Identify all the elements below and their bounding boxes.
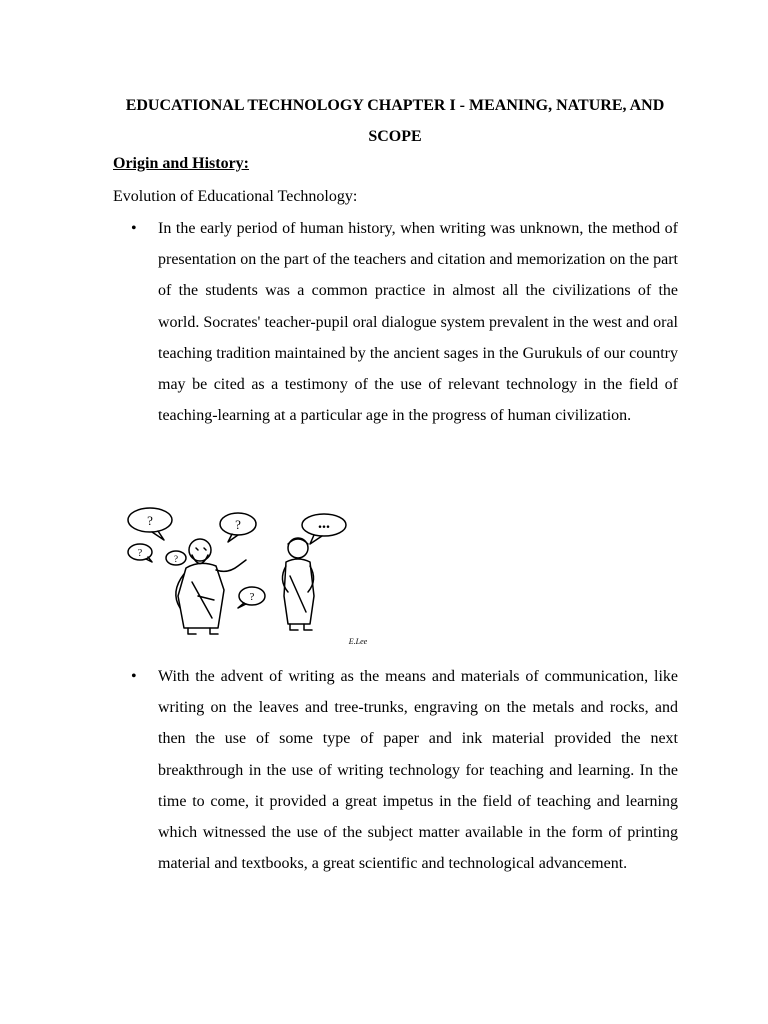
bullet-paragraph-1: In the early period of human history, when writing was unknown, the method of presentation on the part of the teachers and citation and memorization on the part of the students was a common practice in almost all the civilizations of the world. Socrates' teacher-pupil oral dialogue system prevalent in the west and oral teaching tradition maintained by the ancient sages in the Gurukuls of our country may be cited as a testimony of the use of relevant technology in the field of teaching-learning at a particular age in the progress of human civilization.: [158, 220, 678, 425]
bullet-marker: •: [131, 668, 137, 685]
bullet-marker: •: [131, 220, 137, 237]
socrates-dialogue-illustration: [118, 500, 368, 650]
speech-mark: ?: [137, 548, 143, 559]
socrates-figure: [176, 539, 246, 634]
speech-mark: ...: [318, 515, 330, 532]
section-heading: Origin and History:: [113, 155, 250, 172]
bullet-paragraph-2: With the advent of writing as the means and materials of communication, like writing on the leaves and tree-trunks, engraving on the metals and rocks, and then the use of some type of paper and ink material provided the next breakthrough in the use of writing technology for teaching and learning. In the time to come, it provided a great impetus in the field of teaching and learning which witnessed the use of the subject matter available in the form of printing material and textbooks, a great scientific and technological advancement.: [158, 668, 678, 873]
document-title: EDUCATIONAL TECHNOLOGY CHAPTER I - MEANING, NATURE, AND SCOPE: [125, 97, 665, 145]
speech-mark: ?: [235, 517, 241, 532]
speech-mark: ?: [249, 591, 255, 603]
pupil-figure: [282, 538, 314, 630]
subheading: Evolution of Educational Technology:: [113, 188, 358, 205]
illustration-signature: E.Lee: [348, 637, 368, 646]
speech-mark: ?: [147, 513, 153, 528]
speech-mark: ?: [174, 554, 178, 564]
